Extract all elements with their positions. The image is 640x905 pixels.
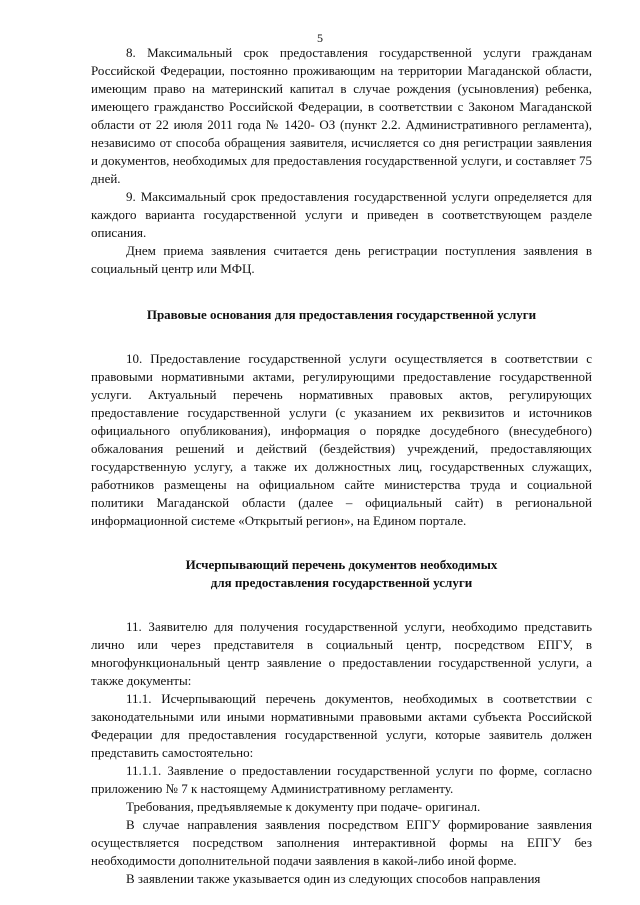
page-content	[91, 44, 592, 888]
page-number: 5	[317, 31, 323, 45]
section-heading-legal-basis: Правовые основания для предоставления государственной услуги	[146, 307, 537, 322]
section-heading-documents-line-1: Исчерпывающий перечень документов необходимых	[185, 557, 498, 572]
paragraph-8: 8. Максимальный срок предоставления государственной услуги гражданам Российской Федерации, постоянно проживающим на территории Магаданской области, имеющим право на материнский капитал в случае рождения (усыновления) ребенка, имеющего гражданство Российской Федерации, в соответствии с Законом Магаданской области от 22 июля 2011 года № 1420- ОЗ (пункт 2.2. Административного регламента), независимо от способа обращения заявителя, исчисляется со дня регистрации заявления и документов, необходимых для предоставления государственной услуги, и составляет 75 дней.	[91, 45, 592, 186]
paragraph-9-receipt-day: Днем приема заявления считается день регистрации поступления заявления в социальный центр или МФЦ.	[91, 243, 592, 276]
paragraph-11-1: 11.1. Исчерпывающий перечень документов, необходимых в соответствии с законодательными или иными нормативными правовыми актами субъекта Российской Федерации для предоставления государственной услуги, которые заявитель должен представить самостоятельно:	[91, 691, 592, 760]
paragraph-9: 9. Максимальный срок предоставления государственной услуги определяется для каждого варианта государственной услуги и приведен в соответствующем разделе описания.	[91, 189, 592, 240]
paragraph-methods: В заявлении также указывается один из следующих способов направления	[126, 871, 541, 886]
paragraph-10: 10. Предоставление государственной услуги осуществляется в соответствии с правовыми нормативными актами, регулирующими предоставление государственной услуги. Актуальный перечень нормативных правовых актов, регулирующих предоставление государственной услуги (с указанием их реквизитов и источников официального опубликования), информация о порядке досудебного (внесудебного) обжалования решений и действий (бездействия) учреждений, предоставляющих государственную услугу, а также их должностных лиц, государственных служащих, работников размещены на официальном сайте министерства труда и социальной политики Магаданской области (далее – официальный сайт) в региональной информационной системе «Открытый регион», на Едином портале.	[91, 351, 592, 528]
paragraph-epgu: В случае направления заявления посредством ЕПГУ формирование заявления осуществляется посредством заполнения интерактивной формы на ЕПГУ без необходимости дополнительной подачи заявления в какой-либо иной форме.	[91, 817, 592, 868]
paragraph-requirements: Требования, предъявляемые к документу при подаче- оригинал.	[126, 799, 481, 814]
paragraph-11: 11. Заявителю для получения государственной услуги, необходимо представить лично или через представителя в социальный центр, посредством ЕПГУ, в многофункциональный центр заявление о предоставлении государственной услуги, а также документы:	[91, 619, 592, 688]
section-heading-documents	[91, 556, 592, 592]
paragraph-11-1-1: 11.1.1. Заявление о предоставлении государственной услуги по форме, согласно приложению № 7 к настоящему Административному регламенту.	[91, 763, 592, 796]
section-heading-documents-line-2: для предоставления государственной услуги	[210, 575, 473, 590]
